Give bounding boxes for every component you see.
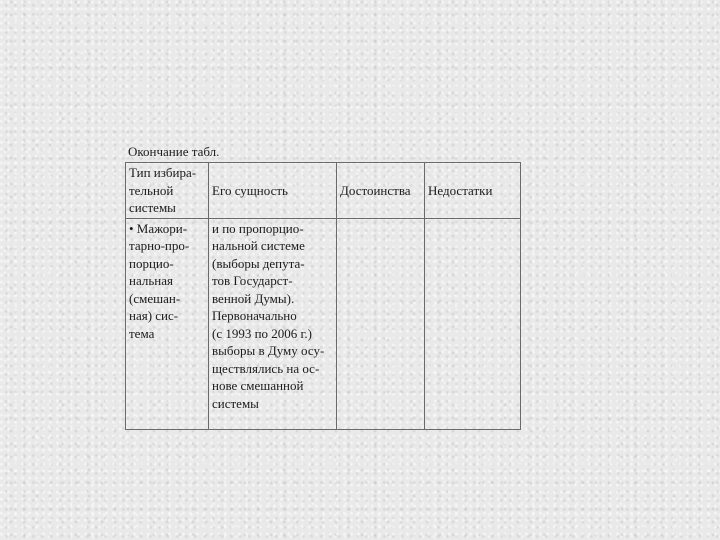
header-disadvantages-label: Недостатки [428, 182, 493, 198]
document-page [125, 143, 521, 430]
header-cell-essence [209, 163, 337, 219]
header-essence-label: Его сущность [212, 182, 288, 198]
header-cell-advantages [337, 163, 425, 219]
table-header-row [126, 163, 521, 219]
table-caption: Окончание табл. [128, 144, 220, 159]
electoral-systems-table [125, 162, 521, 430]
cell-disadvantages [425, 218, 521, 429]
cell-advantages [337, 218, 425, 429]
header-cell-disadvantages [425, 163, 521, 219]
header-type-label: Тип избира- тельной системы [129, 165, 197, 215]
cell-essence [209, 218, 337, 429]
system-type-text: • Мажори- тарно-про- порцио- нальная (смешан- ная) сис- тема [129, 220, 190, 341]
header-cell-type [126, 163, 209, 219]
essence-text: и по пропорцио- нальной системе (выборы депута- тов Государст- венной Думы). Первоначально (с 1993 по 2006 г.) выборы в Думу осу- ществлялись на ос- нове смешанной системы [212, 220, 325, 411]
table-row [126, 218, 521, 429]
header-advantages-label: Достоинства [340, 182, 411, 198]
cell-system-type [126, 218, 209, 429]
